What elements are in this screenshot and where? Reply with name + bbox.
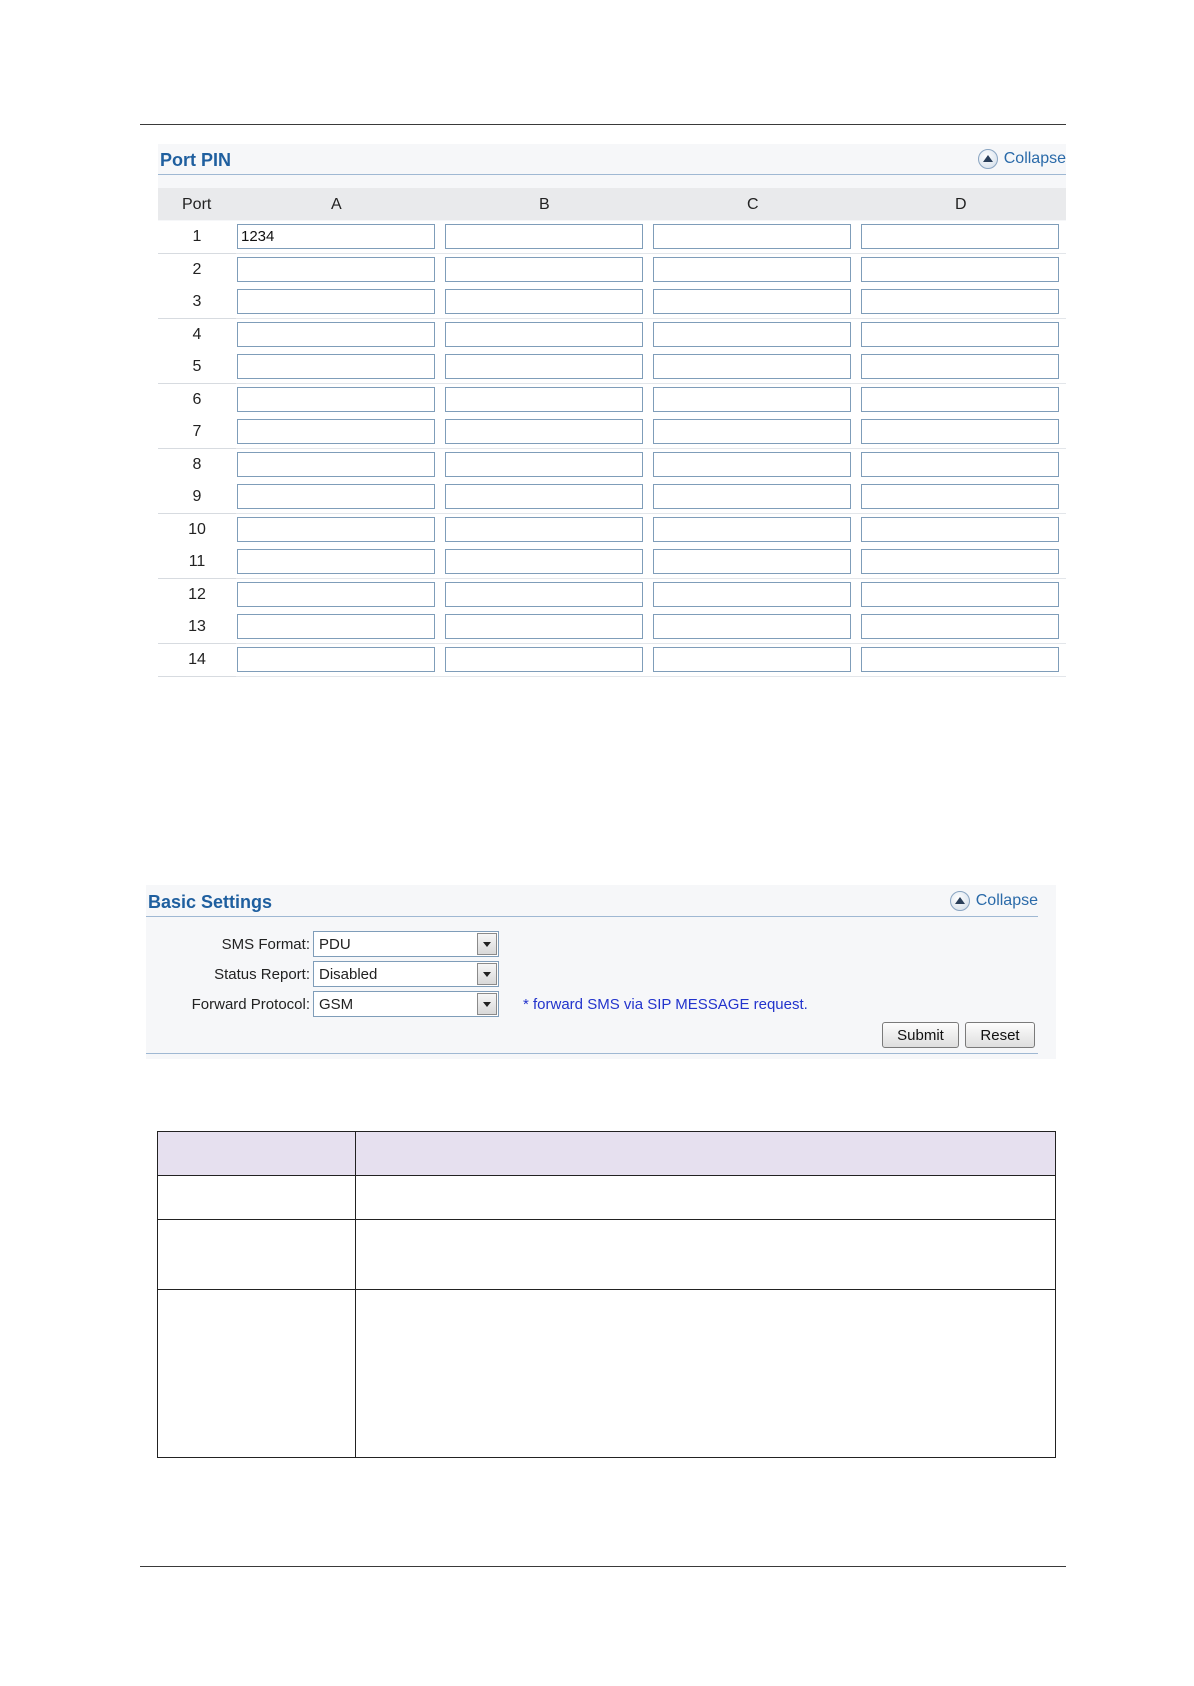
port-number: 4 [192, 325, 202, 343]
pin-input-port-6-d[interactable] [861, 387, 1059, 412]
pin-input-port-10-a[interactable] [237, 517, 435, 542]
sms-format-label: SMS Format: [221, 936, 310, 953]
pin-input-port-5-d[interactable] [861, 354, 1059, 379]
port-number-cell [158, 384, 236, 417]
submit-button[interactable]: Submit [882, 1022, 959, 1048]
port-number-cell [158, 286, 236, 319]
table-row [158, 481, 1066, 513]
description-table [157, 1131, 1056, 1458]
status-report-label: Status Report: [214, 966, 310, 983]
sms-format-value: PDU [319, 936, 351, 953]
table-row [158, 449, 1066, 481]
pin-input-port-2-c[interactable] [653, 257, 851, 282]
pin-input-port-13-b[interactable] [445, 614, 643, 639]
table-row [158, 546, 1066, 578]
column-header-b: B [539, 196, 550, 213]
status-report-select[interactable] [313, 961, 499, 987]
table-row [158, 611, 1066, 643]
table-row [158, 1290, 1056, 1458]
collapse-icon [978, 149, 998, 169]
pin-input-port-12-a[interactable] [237, 582, 435, 607]
chevron-down-icon[interactable] [477, 963, 497, 985]
port-number: 2 [192, 260, 202, 278]
port-number-cell [158, 546, 236, 579]
pin-input-port-14-a[interactable] [237, 647, 435, 672]
port-number-cell [158, 644, 236, 677]
port-number-cell [158, 319, 236, 352]
pin-input-port-6-b[interactable] [445, 387, 643, 412]
port-number-cell [158, 579, 236, 612]
pin-input-port-3-b[interactable] [445, 289, 643, 314]
port-number-cell [158, 611, 236, 644]
pin-input-port-4-d[interactable] [861, 322, 1059, 347]
pin-input-port-4-b[interactable] [445, 322, 643, 347]
port-number: 6 [192, 390, 202, 408]
port-number: 7 [192, 423, 202, 440]
table-row [158, 254, 1066, 286]
pin-input-port-2-b[interactable] [445, 257, 643, 282]
table-cell [158, 1220, 356, 1290]
table-row [158, 416, 1066, 448]
pin-input-port-5-a[interactable] [237, 354, 435, 379]
pin-input-port-14-d[interactable] [861, 647, 1059, 672]
pin-input-port-12-c[interactable] [653, 582, 851, 607]
basic-settings-panel [146, 885, 1056, 1059]
pin-input-port-10-b[interactable] [445, 517, 643, 542]
table-header-cell [356, 1132, 1056, 1176]
pin-input-port-8-d[interactable] [861, 452, 1059, 477]
table-cell [158, 1176, 356, 1220]
table-cell [356, 1176, 1056, 1220]
pin-input-port-11-c[interactable] [653, 549, 851, 574]
pin-input-port-5-b[interactable] [445, 354, 643, 379]
port-number-cell [158, 416, 236, 449]
forward-protocol-value: GSM [319, 996, 354, 1013]
basic-settings-collapse-link[interactable] [950, 891, 1038, 911]
pin-input-port-9-d[interactable] [861, 484, 1059, 509]
collapse-icon [950, 891, 970, 911]
port-number: 8 [192, 455, 202, 473]
table-row [158, 644, 1066, 676]
port-number: 1 [192, 228, 202, 245]
column-header-c: C [747, 196, 759, 213]
table-row [158, 1176, 1056, 1220]
sms-format-select[interactable] [313, 931, 499, 957]
pin-input-port-4-c[interactable] [653, 322, 851, 347]
basic-settings-header [146, 885, 1038, 917]
reset-button[interactable]: Reset [965, 1022, 1035, 1048]
pin-input-port-2-d[interactable] [861, 257, 1059, 282]
forward-protocol-label: Forward Protocol: [191, 996, 310, 1013]
pin-input-port-7-d[interactable] [861, 419, 1059, 444]
pin-input-port-7-a[interactable] [237, 419, 435, 444]
pin-input-port-13-a[interactable] [237, 614, 435, 639]
top-rule [140, 124, 1066, 125]
port-pin-collapse-link[interactable] [978, 149, 1066, 169]
pin-input-port-1-a[interactable] [237, 224, 435, 249]
port-number: 14 [188, 650, 206, 668]
port-pin-title: Port PIN [160, 150, 232, 170]
pin-input-port-2-a[interactable] [237, 257, 435, 282]
table-header-cell [158, 1132, 356, 1176]
pin-input-port-11-d[interactable] [861, 549, 1059, 574]
port-number: 10 [188, 520, 206, 538]
pin-input-port-4-a[interactable] [237, 322, 435, 347]
pin-input-port-9-c[interactable] [653, 484, 851, 509]
pin-input-port-12-d[interactable] [861, 582, 1059, 607]
pin-input-port-12-b[interactable] [445, 582, 643, 607]
basic-settings-title: Basic Settings [148, 892, 273, 912]
basic-settings-bottom-rule [146, 1053, 1038, 1054]
bottom-rule [140, 1566, 1066, 1567]
column-header-a: A [331, 196, 342, 213]
pin-input-port-6-a[interactable] [237, 387, 435, 412]
table-cell [158, 1290, 356, 1458]
port-pin-header [158, 144, 1066, 175]
forward-protocol-select[interactable] [313, 991, 499, 1017]
pin-input-port-10-d[interactable] [861, 517, 1059, 542]
pin-input-port-1-d[interactable] [861, 224, 1059, 249]
pin-input-port-3-a[interactable] [237, 289, 435, 314]
chevron-down-icon[interactable] [477, 933, 497, 955]
table-row [158, 319, 1066, 351]
collapse-label: Collapse [975, 892, 1038, 909]
pin-input-port-8-b[interactable] [445, 452, 643, 477]
port-number-cell [158, 351, 236, 384]
table-cell [356, 1220, 1056, 1290]
column-header-port: Port [182, 196, 212, 213]
port-pin-column-headers [158, 188, 1066, 220]
pin-input-port-7-c[interactable] [653, 419, 851, 444]
port-number: 3 [192, 293, 202, 310]
port-number: 11 [188, 553, 206, 570]
forward-note: * forward SMS via SIP MESSAGE request. [523, 996, 808, 1013]
port-number: 5 [192, 358, 202, 375]
pin-input-port-1-c[interactable] [653, 224, 851, 249]
collapse-label: Collapse [1003, 150, 1066, 167]
pin-input-port-8-c[interactable] [653, 452, 851, 477]
pin-input-port-13-d[interactable] [861, 614, 1059, 639]
table-row [158, 579, 1066, 611]
pin-input-port-8-a[interactable] [237, 452, 435, 477]
pin-input-port-11-b[interactable] [445, 549, 643, 574]
port-number-cell [158, 449, 236, 482]
port-number-cell [158, 221, 236, 254]
table-header-row [158, 1132, 1056, 1176]
table-row [158, 1220, 1056, 1290]
port-number-cell [158, 254, 236, 287]
chevron-down-icon[interactable] [477, 993, 497, 1015]
pin-input-port-13-c[interactable] [653, 614, 851, 639]
pin-input-port-10-c[interactable] [653, 517, 851, 542]
pin-input-port-14-b[interactable] [445, 647, 643, 672]
pin-input-port-7-b[interactable] [445, 419, 643, 444]
pin-input-port-1-b[interactable] [445, 224, 643, 249]
table-row [158, 221, 1066, 253]
table-row [158, 286, 1066, 318]
column-header-d: D [955, 196, 967, 213]
pin-input-port-9-b[interactable] [445, 484, 643, 509]
pin-input-port-3-c[interactable] [653, 289, 851, 314]
table-row [158, 351, 1066, 383]
port-number: 9 [192, 488, 202, 505]
port-number-cell [158, 481, 236, 514]
pin-input-port-11-a[interactable] [237, 549, 435, 574]
port-number-cell [158, 514, 236, 547]
pin-input-port-14-c[interactable] [653, 647, 851, 672]
table-cell [356, 1290, 1056, 1458]
pin-input-port-3-d[interactable] [861, 289, 1059, 314]
pin-input-port-9-a[interactable] [237, 484, 435, 509]
pin-input-port-5-c[interactable] [653, 354, 851, 379]
port-number: 12 [188, 585, 206, 603]
pin-input-port-6-c[interactable] [653, 387, 851, 412]
table-row [158, 384, 1066, 416]
port-number: 13 [188, 618, 206, 635]
port-pin-panel [158, 144, 1066, 674]
table-row [158, 514, 1066, 546]
status-report-value: Disabled [319, 966, 378, 983]
